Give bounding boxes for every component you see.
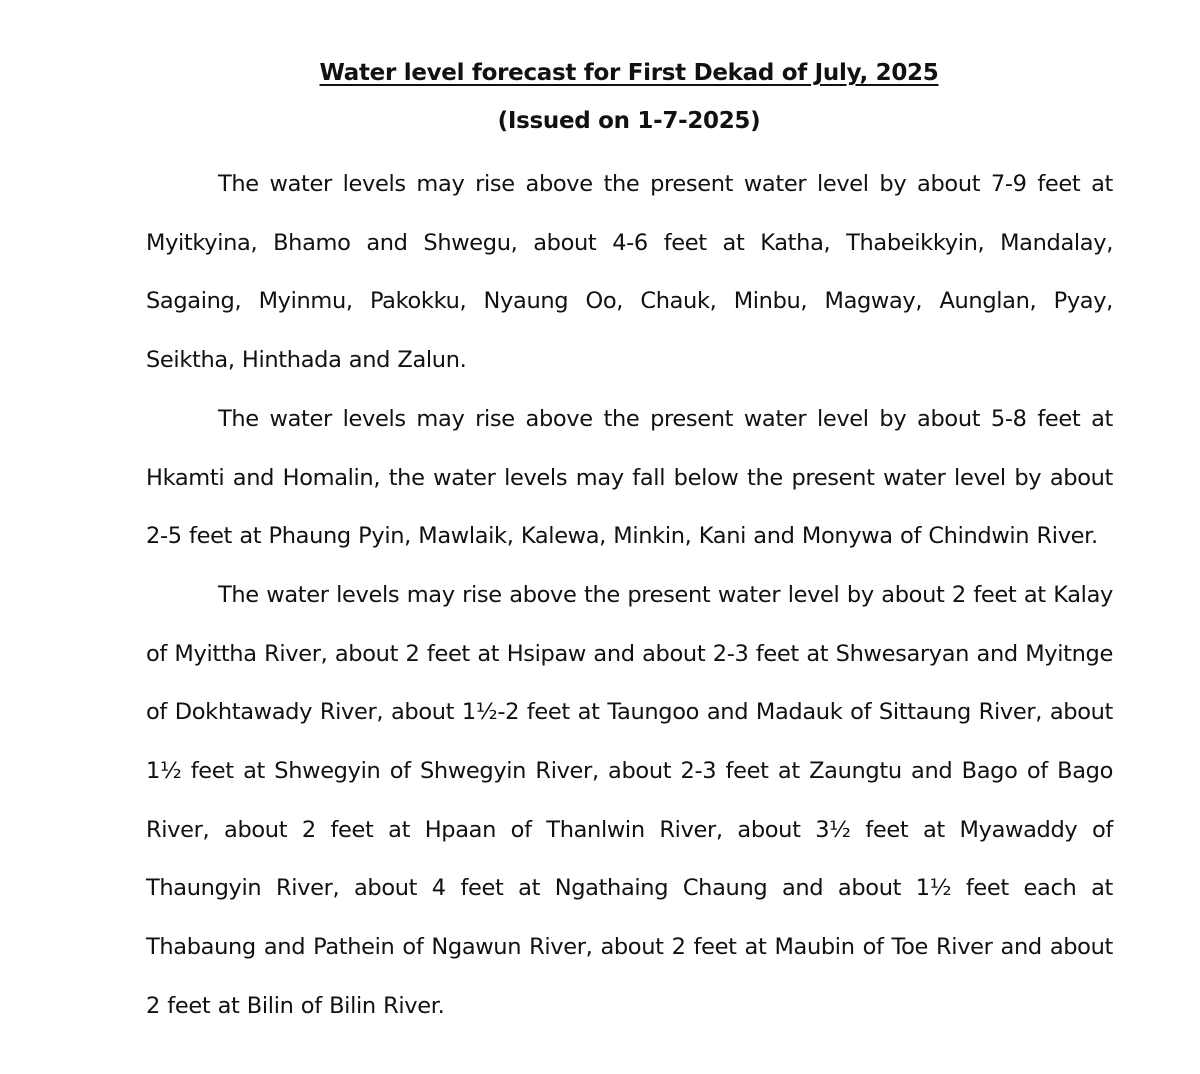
paragraph-irrawaddy: The water levels may rise above the present water level by about 7-9 feet at Myitkyina, Bhamo and Shwegu, about 4-6 feet at Katha, Thabeikkyin, Mandalay, Sagaing, Myinmu, Pakokku, Nyaung Oo, Chauk, Minbu, Magway, Aunglan, Pyay, Seiktha, Hinthada and Zalun. [146,171,1113,374]
paragraph-other-rivers: The water levels may rise above the present water level by about 2 feet at Kalay of Myittha River, about 2 feet at Hsipaw and about 2-3 feet at Shwesaryan and Myitnge of Dokhtawady River, about 1½-2 feet at Taungoo and Madauk of Sittaung River, about 1½ feet at Shwegyin of Shwegyin River, about 2-3 feet at Zaungtu and Bago of Bago River, about 2 feet at Hpaan of Thanlwin River, about 3½ feet at Myawaddy of Thaungyin River, about 4 feet at Ngathaing Chaung and about 1½ feet each at Thabaung and Pathein of Ngawun River, about 2 feet at Maubin of Toe River and about 2 feet at Bilin of Bilin River. [146,581,1113,1019]
document-title: Water level forecast for First Dekad of July, 2025 [319,60,939,86]
issued-date: (Issued on 1-7-2025) [497,108,761,134]
paragraph-chindwin: The water levels may rise above the present water level by about 5-8 feet at Hkamti and Homalin, the water levels may fall below the present water level by about 2-5 feet at Phaung Pyin, Mawlaik, Kalewa, Minkin, Kani and Monywa of Chindwin River. [146,405,1113,550]
document-body [146,155,1113,1036]
